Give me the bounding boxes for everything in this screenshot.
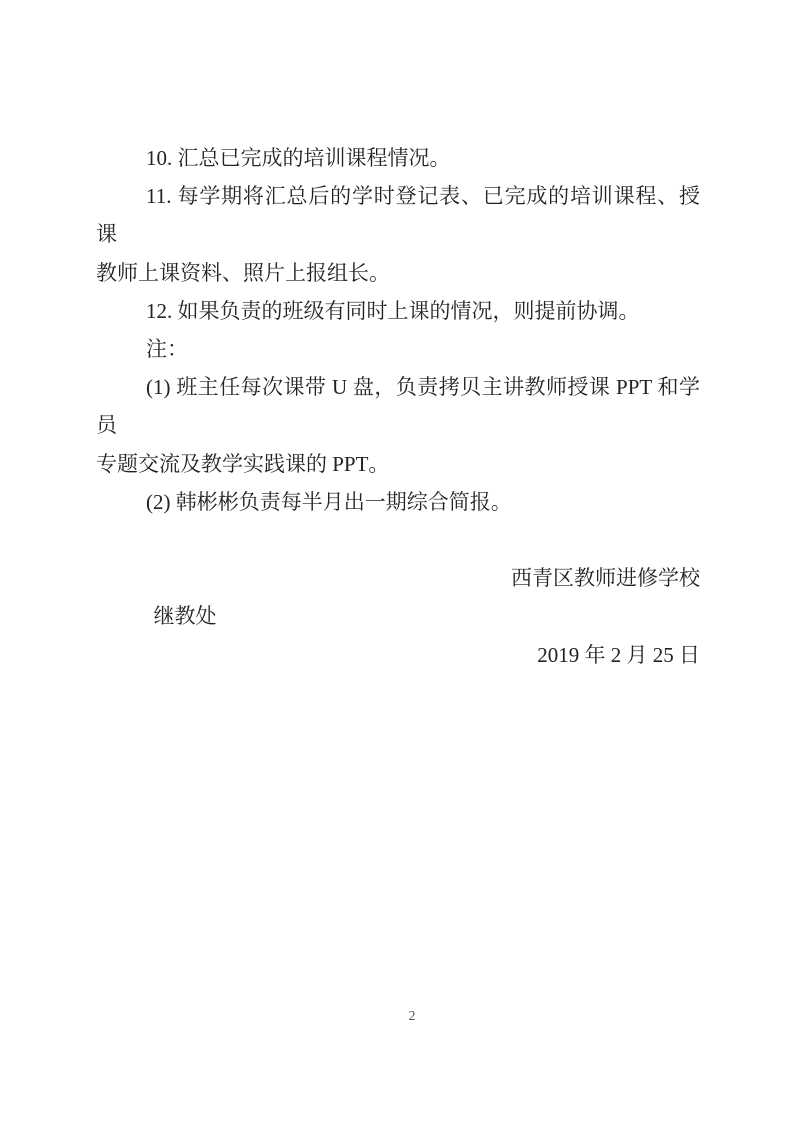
blank-line: [96, 521, 700, 559]
list-item-12: 12. 如果负责的班级有同时上课的情况，则提前协调。: [146, 298, 640, 323]
note-item-2: (2) 韩彬彬负责每半月出一期综合简报。: [146, 489, 512, 514]
note-label: 注：: [146, 337, 188, 362]
signature-department: 继教处: [153, 604, 217, 629]
document-body: [96, 139, 700, 674]
signature-date: 2019 年 2 月 25 日: [537, 642, 700, 667]
note-item-1-line-1: (1) 班主任每次课带 U 盘，负责拷贝主讲教师授课 PPT 和学员: [96, 375, 700, 438]
note-item-1-line-2: 专题交流及教学实践课的 PPT。: [96, 451, 390, 476]
list-item-10: 10. 汇总已完成的培训课程情况。: [146, 146, 451, 170]
signature-organization: 西青区教师进修学校: [511, 566, 700, 591]
page-number: 2: [408, 1009, 416, 1024]
list-item-11-line-2: 教师上课资料、照片上报组长。: [96, 260, 390, 285]
list-item-11-line-1: 11. 每学期将汇总后的学时登记表、已完成的培训课程、授课: [96, 184, 700, 247]
signature-block: [96, 559, 700, 674]
